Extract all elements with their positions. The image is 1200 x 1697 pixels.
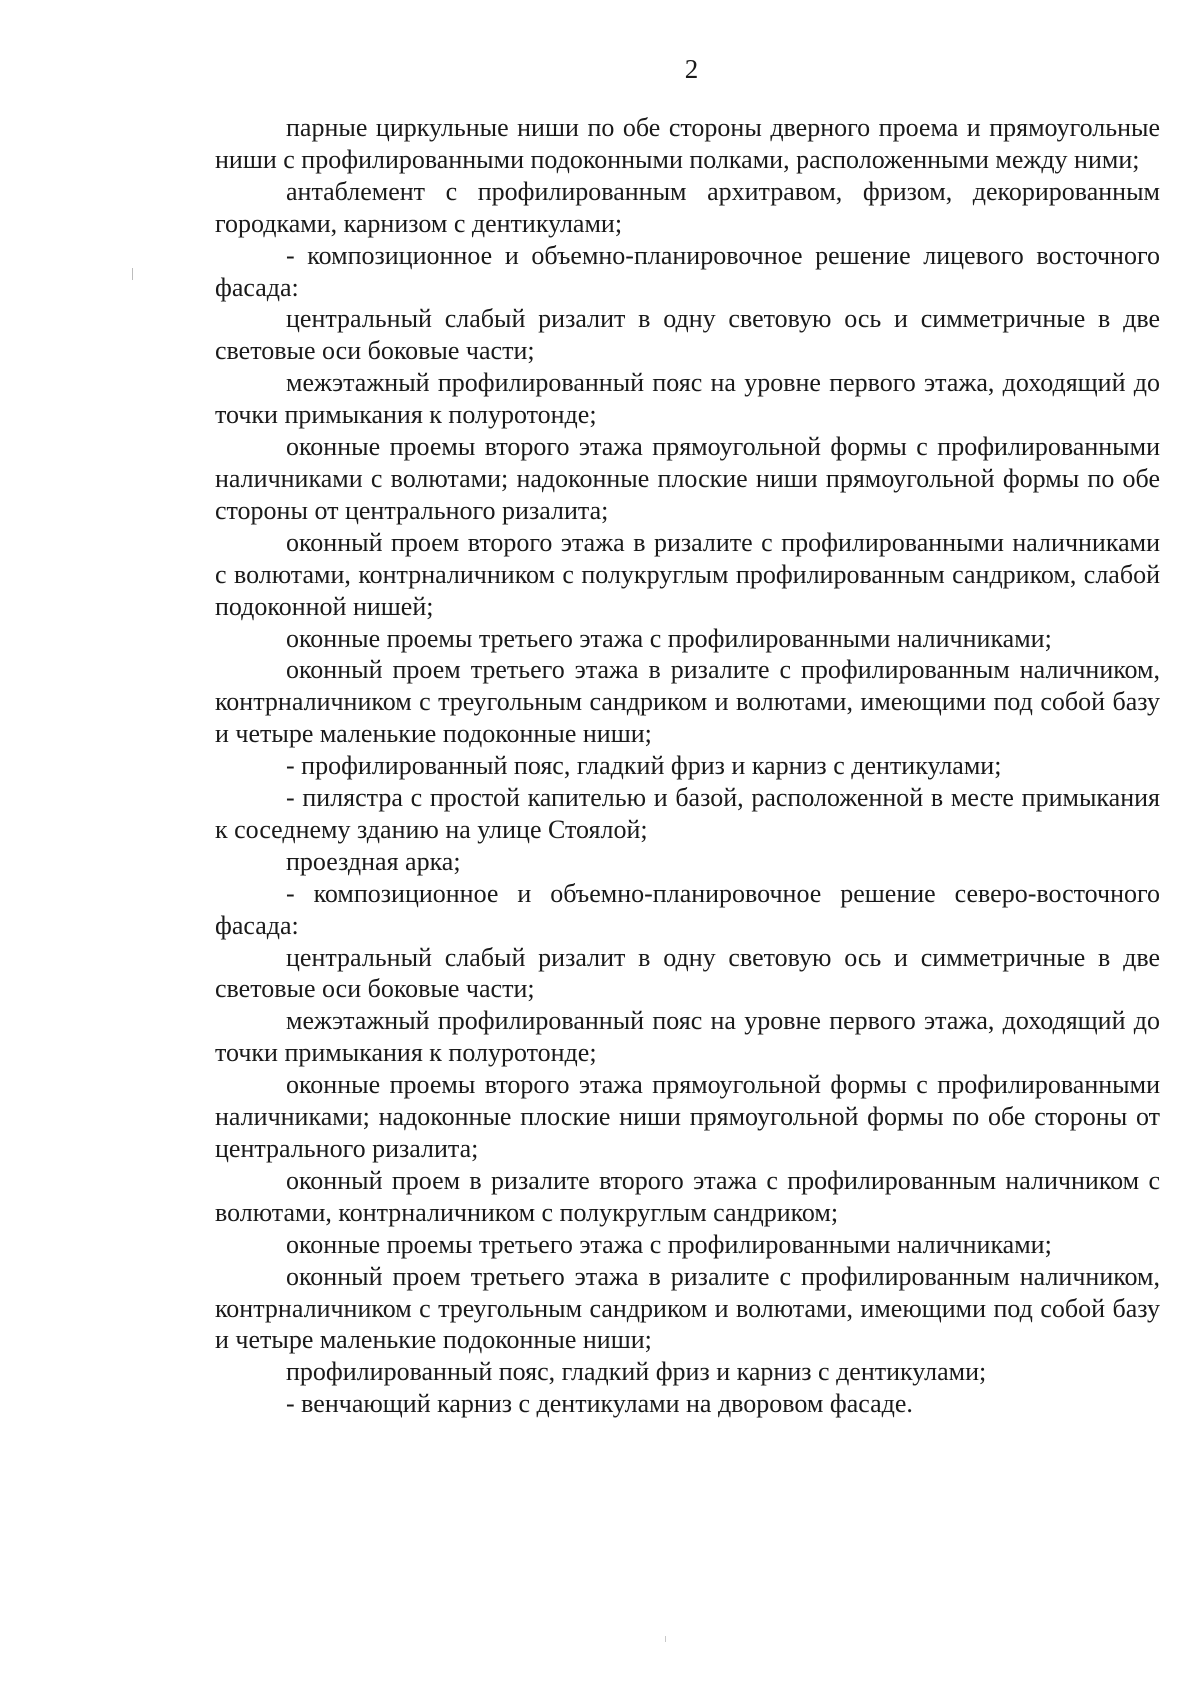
paragraph: центральный слабый ризалит в одну световую ось и симметричные в две световые оси боковые части;	[215, 942, 1160, 1004]
paragraph: оконный проем в ризалите второго этажа с профилированным наличником с волютами, контрналичником с полукруглым сандриком;	[215, 1165, 1160, 1227]
document-body	[215, 112, 1160, 1420]
paragraph: оконные проемы третьего этажа с профилированными наличниками;	[286, 623, 1052, 653]
paragraph: - композиционное и объемно-планировочное решение лицевого восточного фасада:	[215, 240, 1160, 302]
paragraph: оконный проем третьего этажа в ризалите с профилированным наличником, контрналичником с треугольным сандриком и волютами, имеющими под собой базу и четыре маленькие подоконные ниши;	[215, 655, 1160, 749]
paragraph: межэтажный профилированный пояс на уровне первого этажа, доходящий до точки примыкания к полуротонде;	[215, 1006, 1160, 1068]
paragraph: - пилястра с простой капителью и базой, расположенной в месте примыкания к соседнему зданию на улице Стоялой;	[215, 783, 1160, 844]
paragraph: проездная арка;	[286, 846, 461, 876]
paragraph: центральный слабый ризалит в одну световую ось и симметричные в две световые оси боковые части;	[215, 304, 1160, 366]
paragraph: оконные проемы второго этажа прямоугольной формы с профилированными наличниками; надоконные плоские ниши прямоугольной формы по обе стороны от центрального ризалита;	[215, 1070, 1160, 1163]
paragraph: антаблемент с профилированным архитравом, фризом, декорированным городками, карнизом с дентикулами;	[215, 176, 1160, 238]
scan-artifact-mark	[665, 1636, 666, 1642]
paragraph: оконные проемы третьего этажа с профилированными наличниками;	[286, 1229, 1052, 1259]
paragraph: парные циркульные ниши по обе стороны дверного проема и прямоугольные ниши с профилированными подоконными полками, расположенными между ними;	[215, 113, 1160, 174]
paragraph: межэтажный профилированный пояс на уровне первого этажа, доходящий до точки примыкания к полуротонде;	[215, 368, 1160, 430]
paragraph: оконные проемы второго этажа прямоугольной формы с профилированными наличниками с волютами; надоконные плоские ниши прямоугольной формы по обе стороны от центрального ризалита;	[215, 432, 1160, 525]
paragraph: оконный проем второго этажа в ризалите с профилированными наличниками с волютами, контрналичником с полукруглым профилированным сандриком, слабой подоконной нишей;	[215, 527, 1160, 621]
page-number: 2	[684, 54, 699, 84]
paragraph: - композиционное и объемно-планировочное решение северо-восточного фасада:	[215, 878, 1160, 940]
paragraph: оконный проем третьего этажа в ризалите с профилированным наличником, контрналичником с треугольным сандриком и волютами, имеющими под собой базу и четыре маленькие подоконные ниши;	[215, 1261, 1160, 1355]
paragraph: - профилированный пояс, гладкий фриз и карниз с дентикулами;	[286, 751, 1002, 781]
scan-artifact-mark	[132, 268, 133, 280]
paragraph: профилированный пояс, гладкий фриз и карниз с дентикулами;	[286, 1357, 987, 1387]
paragraph: - венчающий карниз с дентикулами на дворовом фасаде.	[286, 1389, 913, 1419]
